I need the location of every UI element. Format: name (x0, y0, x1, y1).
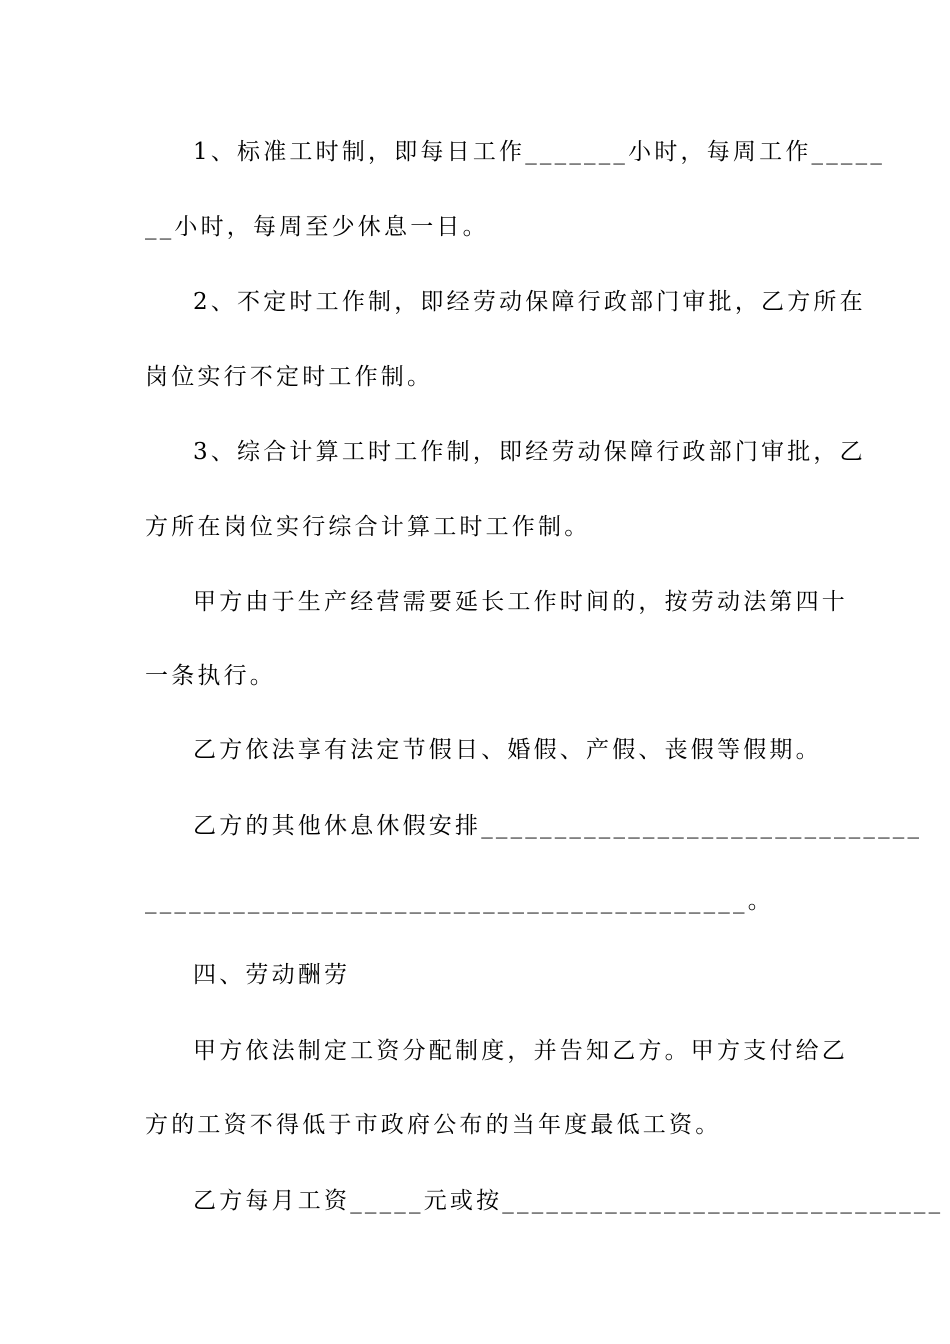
paragraph-line-10: 乙方的其他休息休假安排______________________________ (193, 813, 923, 839)
paragraph-line-7: 甲方由于生产经营需要延长工作时间的，按劳动法第四十 (193, 589, 848, 615)
paragraph-line-14: 方的工资不得低于市政府公布的当年度最低工资。 (145, 1112, 722, 1138)
paragraph-line-1: 1、标准工时制，即每日工作_______小时，每周工作_____ (193, 139, 886, 165)
section-heading: 四、劳动酬劳 (193, 962, 351, 988)
paragraph-line-5: 3、综合计算工时工作制，即经劳动保障行政部门审批，乙 (193, 439, 866, 465)
paragraph-line-13: 甲方依法制定工资分配制度，并告知乙方。甲方支付给乙 (193, 1038, 848, 1064)
paragraph-line-15: 乙方每月工资_____元或按______________________________ (193, 1188, 944, 1214)
paragraph-line-3: 2、不定时工作制，即经劳动保障行政部门审批，乙方所在 (193, 289, 866, 315)
paragraph-line-8: 一条执行。 (145, 663, 276, 689)
paragraph-line-6: 方所在岗位实行综合计算工时工作制。 (145, 514, 591, 540)
paragraph-line-2: __小时，每周至少休息一日。 (145, 214, 489, 240)
paragraph-line-9: 乙方依法享有法定节假日、婚假、产假、丧假等假期。 (193, 737, 822, 763)
paragraph-line-11: _________________________________________。 (145, 888, 774, 914)
paragraph-line-4: 岗位实行不定时工作制。 (145, 364, 434, 390)
